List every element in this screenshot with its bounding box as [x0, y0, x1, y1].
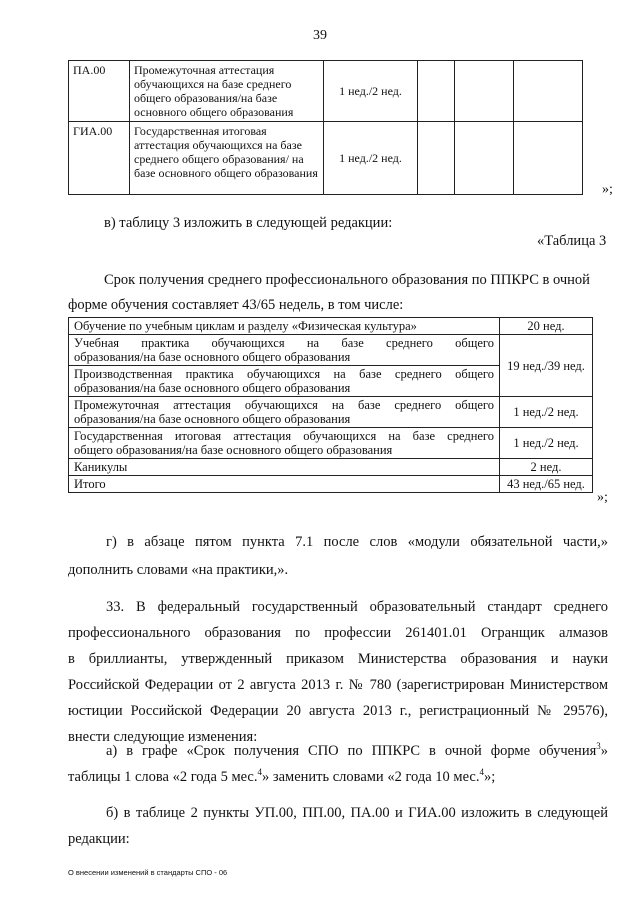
row-description	[69, 366, 500, 397]
paragraph-line: Российской Федерации от 2 августа 2013 г. № 780 (зарегистрирован Министерством	[68, 677, 608, 693]
paragraph-line: профессионального образования по профессии 261401.01 Огранщик алмазов	[68, 625, 608, 641]
table-row	[69, 397, 593, 428]
intro-line: форме обучения составляет 43/65 недель, в том числе:	[68, 297, 404, 313]
footnote-ref: 4	[257, 767, 262, 778]
intro-line: Срок получения среднего профессионального образования по ППКРС в очной	[104, 272, 590, 288]
table-row	[69, 61, 583, 122]
empty-cell	[418, 122, 455, 195]
table-row	[69, 318, 593, 335]
table-row	[69, 428, 593, 459]
paragraph-line	[68, 738, 608, 764]
row-description: Государственная итоговая аттестация обучающихся на базе среднего общего образования/ на базе основного общего образования	[130, 122, 324, 195]
row-value: 43 нед./65 нед.	[500, 476, 593, 493]
paragraph-a	[68, 738, 608, 790]
row-value: 1 нед./2 нед.	[324, 122, 418, 195]
row-description-line: образования/на базе основного общего образования	[74, 412, 351, 426]
row-description-line: Государственная итоговая аттестация обучающихся на базе среднего	[74, 429, 494, 443]
row-description: Каникулы	[69, 459, 500, 476]
empty-cell	[418, 61, 455, 122]
row-code: ПА.00	[69, 61, 130, 122]
paragraph-line: юстиции Российской Федерации 20 августа 2013 г., регистрационный № 29576),	[68, 703, 608, 719]
row-description-line: Учебная практика обучающихся на базе среднего общего	[74, 336, 494, 350]
row-description: Промежуточная аттестация обучающихся на базе среднего общего образования/на базе основного общего образования	[130, 61, 324, 122]
text-fragment: » заменить словами «2 года 10 мес.	[262, 769, 480, 785]
footer-note: О внесении изменений в стандарты СПО - 06	[68, 868, 228, 877]
paragraph-line: в бриллианты, утвержденный приказом Министерства образования и науки	[68, 651, 608, 667]
closing-quote: »;	[602, 182, 613, 197]
row-value: 2 нед.	[500, 459, 593, 476]
table-row	[69, 459, 593, 476]
footnote-ref: 4	[479, 767, 484, 778]
paragraph-line: б) в таблице 2 пункты УП.00, ПП.00, ПА.00 и ГИА.00 изложить в следующей	[106, 805, 608, 821]
row-code: ГИА.00	[69, 122, 130, 195]
row-value: 1 нед./2 нед.	[500, 397, 593, 428]
row-description-line: Промежуточная аттестация обучающихся на базе среднего общего	[74, 398, 494, 412]
table-row	[69, 476, 593, 493]
paragraph-line: 33. В федеральный государственный образовательный стандарт среднего	[106, 599, 608, 615]
row-description: Итого	[69, 476, 500, 493]
row-description: Обучение по учебным циклам и разделу «Физическая культура»	[69, 318, 500, 335]
table-row	[69, 335, 593, 366]
paragraph-line: дополнить словами «на практики,».	[68, 562, 289, 578]
page-number: 39	[313, 28, 327, 43]
table-3	[68, 317, 593, 493]
empty-cell	[455, 122, 514, 195]
table3-label: «Таблица 3	[537, 233, 607, 249]
table-row	[69, 122, 583, 195]
paragraph-line: внести следующие изменения:	[68, 729, 258, 745]
instruction-v: в) таблицу 3 изложить в следующей редакции:	[104, 215, 393, 231]
paragraph-g	[68, 532, 608, 580]
paragraph-line: г) в абзаце пятом пункта 7.1 после слов «модули обязательной части,»	[106, 534, 608, 550]
row-value: 20 нед.	[500, 318, 593, 335]
empty-cell	[514, 122, 583, 195]
row-value: 19 нед./39 нед.	[500, 335, 593, 397]
paragraph-line	[68, 764, 608, 790]
text-fragment: а) в графе «Срок получения СПО по ППКРС в очной форме обучения	[106, 743, 597, 759]
footnote-ref: 3	[596, 741, 601, 752]
paragraph-33	[68, 594, 608, 750]
row-description	[69, 335, 500, 366]
row-description	[69, 428, 500, 459]
row-description	[69, 397, 500, 428]
table-continuation	[68, 60, 583, 195]
row-value: 1 нед./2 нед.	[500, 428, 593, 459]
row-description-line: общего образования/на базе основного общего образования	[74, 443, 393, 457]
empty-cell	[514, 61, 583, 122]
text-fragment: »;	[483, 769, 496, 785]
row-description-line: образования/на базе основного общего образования	[74, 381, 351, 395]
text-fragment: таблицы 1 слова «2 года 5 мес.	[68, 769, 258, 785]
row-description-line: Производственная практика обучающихся на базе среднего общего	[74, 367, 494, 381]
empty-cell	[455, 61, 514, 122]
closing-quote: »;	[597, 490, 608, 505]
paragraph-line: редакции:	[68, 831, 130, 847]
row-value: 1 нед./2 нед.	[324, 61, 418, 122]
row-description-line: образования/на базе основного общего образования	[74, 350, 351, 364]
paragraph-b	[68, 800, 608, 852]
text-fragment: »	[600, 743, 608, 759]
